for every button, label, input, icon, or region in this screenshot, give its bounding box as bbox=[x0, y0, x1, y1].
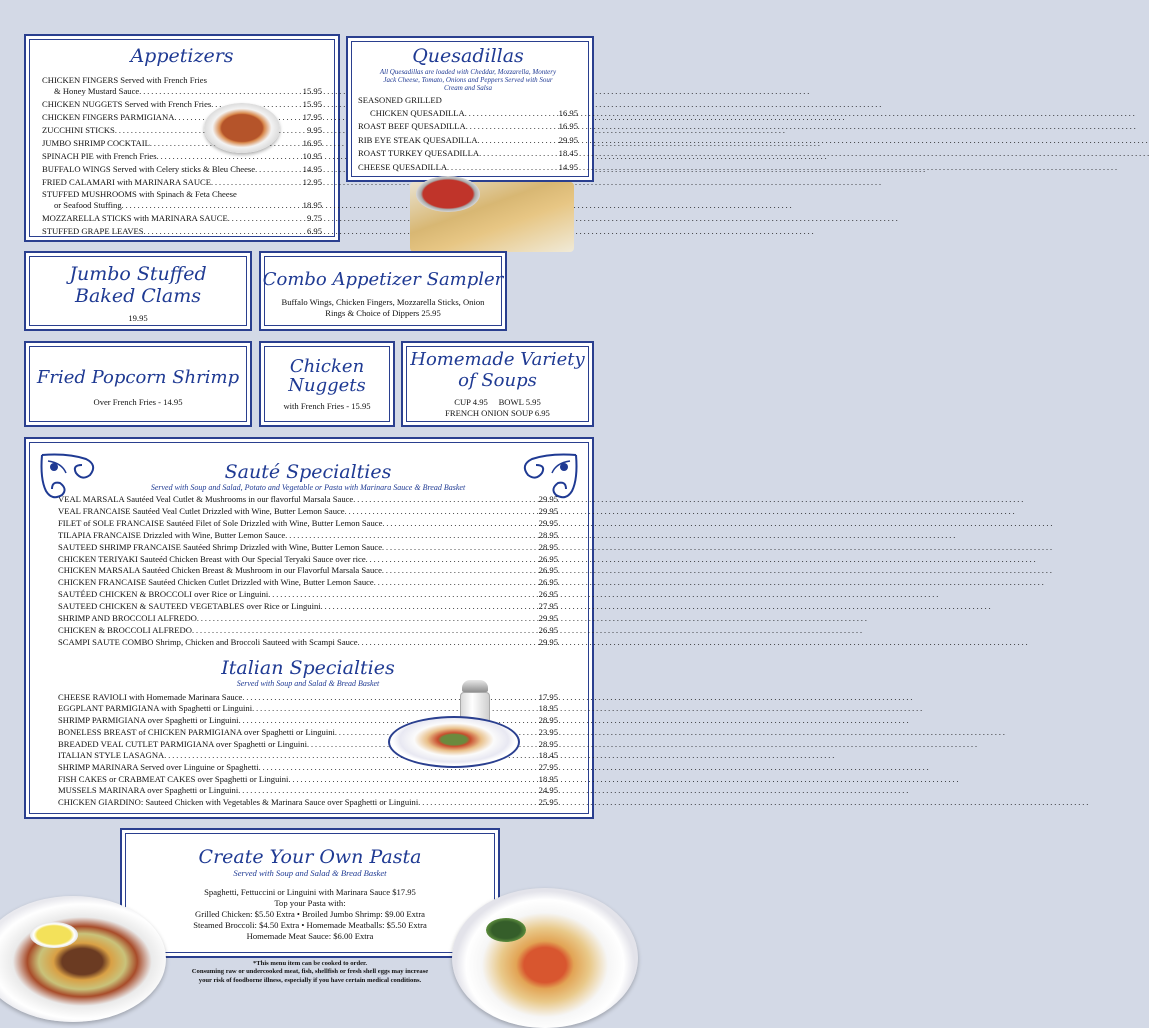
nuggets-desc: with French Fries - 15.95 bbox=[283, 401, 371, 411]
spaghetti-plate-photo bbox=[452, 888, 638, 1028]
pasta-subtitle: Served with Soup and Salad & Bread Basket bbox=[233, 868, 387, 878]
soups-cup-bowl bbox=[403, 397, 592, 408]
appetizers-title: Appetizers bbox=[130, 45, 234, 67]
appetizers-panel bbox=[24, 34, 340, 242]
soup-bowl: BOWL 5.95 bbox=[498, 397, 541, 407]
menu-item-name: TILAPIA FRANCAISE Drizzled with Wine, Butter Lemon Sauce bbox=[58, 529, 286, 540]
leader-dots bbox=[252, 703, 537, 715]
clams-panel bbox=[24, 251, 252, 331]
menu-item bbox=[58, 774, 558, 786]
italian-title: Italian Specialties bbox=[221, 656, 395, 679]
menu-item-price: 18.45 bbox=[538, 750, 558, 761]
menu-item bbox=[42, 189, 322, 212]
menu-item-name: SHRIMP PARMIGIANA over Spaghetti or Linguini bbox=[58, 715, 239, 726]
corner-scroll-right-icon bbox=[514, 451, 580, 505]
leader-dots bbox=[255, 164, 301, 176]
pasta-title: Create Your Own Pasta bbox=[198, 846, 422, 868]
leader-dots bbox=[197, 614, 537, 625]
menu-item bbox=[58, 565, 558, 577]
menu-item-price: 9.95 bbox=[306, 125, 322, 135]
menu-item bbox=[358, 147, 578, 161]
menu-item-name: SHRIMP AND BROCCOLI ALFREDO bbox=[58, 613, 197, 624]
menu-item bbox=[58, 637, 558, 649]
menu-item-name: ROAST TURKEY QUESADILLA bbox=[358, 148, 480, 158]
menu-item bbox=[58, 625, 558, 637]
menu-item bbox=[58, 542, 558, 554]
menu-item-name: CHICKEN GIARDINO: Sauteed Chicken with Vegetables & Marinara Sauce over Spaghetti or Linguini bbox=[58, 797, 419, 808]
pasta-line3: Grilled Chicken: $5.50 Extra • Broiled Jumbo Shrimp: $9.00 Extra bbox=[195, 909, 425, 919]
menu-item-name: ITALIAN STYLE LASAGNA bbox=[58, 750, 165, 761]
menu-item-name: BREADED VEAL CUTLET PARMIGIANA over Spaghetti or Linguini bbox=[58, 738, 307, 749]
menu-item-name: VEAL MARSALA Sautéed Veal Cutlet & Mushrooms in our flavorful Marsala Sauce bbox=[58, 494, 354, 504]
lasagna-photo bbox=[388, 716, 520, 768]
menu-item-price: 18.45 bbox=[558, 148, 578, 158]
menu-item bbox=[58, 506, 558, 518]
menu-item-price: 26.95 bbox=[538, 553, 558, 564]
menu-item bbox=[42, 111, 322, 124]
quesadillas-title: Quesadillas bbox=[412, 45, 524, 67]
leader-dots bbox=[321, 602, 537, 613]
menu-item bbox=[42, 176, 322, 189]
leader-dots bbox=[211, 177, 301, 189]
menu-item bbox=[58, 589, 558, 601]
quesadillas-panel bbox=[346, 36, 594, 182]
menu-item-name: CHICKEN FRANCAISE Sautéed Chicken Cutlet Drizzled with Wine, Butter Lemon Sauce bbox=[58, 577, 374, 588]
menu-item bbox=[58, 518, 558, 530]
menu-item-name: STUFFED MUSHROOMS with Spinach & Feta Cheese bbox=[42, 189, 237, 199]
leader-dots bbox=[268, 590, 536, 601]
menu-item bbox=[358, 120, 578, 134]
menu-item-price: 26.95 bbox=[538, 577, 558, 588]
menu-item-name: JUMBO SHRIMP COCKTAIL bbox=[42, 138, 150, 148]
menu-item bbox=[42, 137, 322, 150]
menu-item-name: CHEESE RAVIOLI with Homemade Marinara Sauce bbox=[58, 691, 243, 702]
menu-item-price: 27.95 bbox=[538, 601, 558, 612]
pasta-line5: Homemade Meat Sauce: $6.00 Extra bbox=[246, 931, 374, 941]
menu-item-price: 29.95 bbox=[538, 517, 558, 528]
leader-dots bbox=[238, 785, 536, 797]
leader-dots bbox=[144, 226, 305, 238]
combo-panel bbox=[259, 251, 507, 331]
menu-item-price: 25.95 bbox=[538, 797, 558, 808]
leader-dots bbox=[228, 213, 305, 225]
leader-dots bbox=[382, 543, 537, 554]
menu-item-price: 28.95 bbox=[538, 529, 558, 540]
leader-dots bbox=[382, 566, 537, 577]
menu-item-name: FISH CAKES or CRABMEAT CAKES over Spaghetti or Linguini bbox=[58, 773, 289, 784]
saute-subtitle: Served with Soup and Salad, Potato and Vegetable or Pasta with Marinara Sauce & Bread Basket bbox=[150, 483, 466, 492]
leader-dots bbox=[479, 147, 557, 161]
leader-dots bbox=[358, 638, 537, 649]
menu-item bbox=[42, 163, 322, 176]
menu-item-name: RIB EYE STEAK QUESADILLA bbox=[358, 134, 478, 145]
menu-item-name: CHICKEN MARSALA Sautéed Chicken Breast & Mushroom in our Flavorful Marsala Sauce bbox=[58, 565, 382, 576]
menu-item-name: CHEESE QUESADILLA bbox=[358, 161, 448, 172]
menu-item bbox=[58, 785, 558, 797]
menu-item-name: CHICKEN FINGERS PARMIGIANA bbox=[42, 112, 175, 122]
quesadillas-list bbox=[358, 95, 578, 174]
leader-dots bbox=[382, 519, 536, 530]
leader-dots bbox=[466, 120, 557, 134]
popcorn-panel bbox=[24, 341, 252, 427]
footer-notes bbox=[150, 960, 470, 985]
menu-item-price: 27.95 bbox=[538, 762, 558, 772]
leader-dots bbox=[192, 626, 537, 637]
nuggets-title: Chicken Nuggets bbox=[288, 356, 366, 396]
leader-dots bbox=[366, 555, 537, 566]
menu-item bbox=[358, 134, 578, 148]
menu-item-name: SAUTEED SHRIMP FRANCAISE Sautéed Shrimp Drizzled with Wine, Butter Lemon Sauce bbox=[58, 541, 383, 552]
specialties-panel bbox=[24, 437, 594, 819]
combo-title: Combo Appetizer Sampler bbox=[262, 269, 504, 290]
menu-item-name: BONELESS BREAST of CHICKEN PARMIGIANA over Spaghetti or Linguini bbox=[58, 726, 335, 737]
menu-item bbox=[42, 75, 322, 98]
leader-dots bbox=[122, 200, 301, 212]
footer-note1: *This menu item can be cooked to order. bbox=[252, 960, 368, 967]
menu-item bbox=[42, 124, 322, 137]
menu-item-price: 17.95 bbox=[538, 691, 558, 702]
menu-item-price: 17.95 bbox=[302, 112, 322, 122]
menu-item-name: SHRIMP MARINARA Served over Linguine or Spaghetti bbox=[58, 762, 259, 772]
soup-onion: FRENCH ONION SOUP 6.95 bbox=[445, 408, 550, 418]
menu-item-price: 26.95 bbox=[538, 589, 558, 600]
soup-cup: CUP 4.95 bbox=[454, 397, 488, 407]
footer-note2: Consuming raw or undercooked meat, fish, shellfish or fresh shell eggs may increase bbox=[191, 968, 429, 976]
menu-item bbox=[58, 613, 558, 625]
menu-item-price: 16.95 bbox=[558, 107, 578, 118]
menu-item-name: SAUTÉED CHICKEN & BROCCOLI over Rice or Linguini bbox=[58, 589, 269, 600]
menu-item-price: 15.95 bbox=[302, 86, 322, 96]
leader-dots bbox=[447, 161, 557, 175]
menu-item-price: 29.95 bbox=[538, 613, 558, 624]
menu-item-name: VEAL FRANCAISE Sautéed Veal Cutlet Drizzled with Wine, Butter Lemon Sauce bbox=[58, 505, 345, 516]
menu-item-price: 12.95 bbox=[302, 177, 322, 187]
menu-item-name-continued: & Honey Mustard Sauce bbox=[54, 86, 140, 96]
menu-item-price: 29.95 bbox=[538, 494, 558, 504]
mozzarella-photo bbox=[410, 182, 574, 252]
menu-item-name: FILET of SOLE FRANCAISE Sautéed Filet of Sole Drizzled with Wine, Butter Lemon Sauce bbox=[58, 517, 383, 528]
menu-item-price: 26.95 bbox=[538, 624, 558, 635]
pasta-line4: Steamed Broccoli: $4.50 Extra • Homemade Meatballs: $5.50 Extra bbox=[193, 920, 427, 930]
menu-item-price: 29.95 bbox=[538, 636, 558, 647]
menu-item-price: 28.95 bbox=[538, 715, 558, 726]
menu-item-name-continued: CHICKEN QUESADILLA bbox=[370, 107, 465, 118]
menu-item-name: ZUCCHINI STICKS bbox=[42, 125, 115, 135]
menu-item-price: 14.95 bbox=[302, 164, 322, 174]
leader-dots bbox=[242, 692, 536, 704]
menu-item-price: 18.95 bbox=[538, 703, 558, 714]
pasta-line2: Top your Pasta with: bbox=[274, 898, 346, 908]
menu-item-price: 14.95 bbox=[558, 161, 578, 172]
pasta-panel bbox=[120, 828, 500, 958]
menu-item bbox=[358, 95, 578, 120]
combo-desc: Buffalo Wings, Chicken Fingers, Mozzarella Sticks, Onion Rings & Choice of Dippers 25.95 bbox=[281, 297, 485, 318]
leader-dots bbox=[259, 762, 537, 774]
menu-item-name: SCAMPI SAUTE COMBO Shrimp, Chicken and Broccoli Sauteed with Scampi Sauce bbox=[58, 636, 358, 647]
saute-title: Sauté Specialties bbox=[224, 461, 392, 483]
leader-dots bbox=[465, 107, 557, 121]
menu-item-name: MUSSELS MARINARA over Spaghetti or Linguini bbox=[58, 785, 239, 796]
menu-item-price: 28.95 bbox=[538, 541, 558, 552]
menu-item bbox=[42, 225, 322, 238]
menu-item-name: SPINACH PIE with French Fries bbox=[42, 151, 157, 161]
menu-item bbox=[42, 212, 322, 225]
menu-item bbox=[358, 161, 578, 175]
menu-item bbox=[58, 554, 558, 566]
quesadillas-subtitle: All Quesadillas are loaded with Cheddar, Mozzarella, Montery Jack Cheese, Tomato, Onions and Peppers Served with Sour Cream and Salsa bbox=[379, 68, 557, 92]
popcorn-title: Fried Popcorn Shrimp bbox=[36, 367, 240, 388]
menu-item-name: BUFFALO WINGS Served with Celery sticks & Bleu Cheese bbox=[42, 164, 256, 174]
menu-item-price: 15.95 bbox=[302, 99, 322, 109]
menu-item-price: 18.95 bbox=[538, 773, 558, 784]
menu-item-name: MOZZARELLA STICKS with MARINARA SAUCE bbox=[42, 213, 228, 223]
menu-item-price: 16.95 bbox=[302, 138, 322, 148]
corner-scroll-left-icon bbox=[38, 451, 104, 505]
menu-item-name-continued: or Seafood Stuffing bbox=[54, 200, 122, 210]
menu-item-price: 26.95 bbox=[538, 565, 558, 576]
menu-item-name: EGGPLANT PARMIGIANA with Spaghetti or Linguini bbox=[58, 703, 253, 714]
menu-item bbox=[58, 494, 558, 506]
menu-item-price: 29.95 bbox=[558, 134, 578, 145]
menu-item-price: 28.95 bbox=[538, 738, 558, 749]
menu-item bbox=[42, 98, 322, 111]
soups-panel bbox=[401, 341, 594, 427]
pasta-line1: Spaghetti, Fettuccini or Linguini with Marinara Sauce $17.95 bbox=[204, 887, 416, 897]
menu-item bbox=[58, 530, 558, 542]
appetizers-list bbox=[42, 75, 322, 238]
menu-item-price: 29.95 bbox=[538, 505, 558, 516]
leader-dots bbox=[157, 151, 301, 163]
menu-item-price: 23.95 bbox=[538, 726, 558, 737]
menu-item bbox=[58, 797, 558, 809]
menu-item bbox=[58, 577, 558, 589]
leader-dots bbox=[139, 86, 300, 98]
footer-note3: your risk of foodborne illness, especially if you have certain medical conditions. bbox=[198, 976, 422, 984]
clams-price: 19.95 bbox=[128, 313, 148, 323]
menu-item-price: 24.95 bbox=[538, 785, 558, 796]
menu-item-name: CHICKEN TERIYAKI Sauteéd Chicken Breast with Our Special Teryaki Sauce over rice bbox=[58, 553, 366, 564]
menu-item-name: SAUTEED CHICKEN & SAUTEED VEGETABLES over Rice or Linguini bbox=[58, 601, 321, 612]
popcorn-desc: Over French Fries - 14.95 bbox=[93, 397, 183, 407]
italian-subtitle: Served with Soup and Salad & Bread Basket bbox=[236, 678, 380, 688]
soups-title: Homemade Variety of Soups bbox=[410, 349, 585, 391]
leader-dots bbox=[285, 531, 536, 542]
menu-item-price: 16.95 bbox=[558, 121, 578, 131]
menu-item bbox=[42, 150, 322, 163]
menu-item-price: 10.95 bbox=[302, 151, 322, 161]
menu-item-name: CHICKEN FINGERS Served with French Fries bbox=[42, 75, 207, 85]
leader-dots bbox=[478, 134, 557, 148]
menu-item-price: 6.95 bbox=[306, 226, 322, 236]
menu-item-price: 18.95 bbox=[302, 200, 322, 210]
menu-item-name: ROAST BEEF QUESADILLA bbox=[358, 121, 466, 131]
leader-dots bbox=[288, 774, 536, 786]
wings-photo bbox=[204, 103, 280, 153]
menu-item-name: STUFFED GRAPE LEAVES bbox=[42, 226, 144, 236]
menu-item bbox=[58, 601, 558, 613]
menu-item-price: 9.75 bbox=[306, 213, 322, 223]
leader-dots bbox=[353, 495, 536, 506]
menu-item-name: SEASONED GRILLED bbox=[358, 95, 442, 105]
leader-dots bbox=[374, 578, 537, 589]
saute-list bbox=[58, 494, 558, 649]
menu-item-name: CHICKEN NUGGETS Served with French Fries bbox=[42, 99, 212, 109]
nuggets-panel bbox=[259, 341, 395, 427]
leader-dots bbox=[418, 797, 536, 809]
clams-title: Jumbo Stuffed Baked Clams bbox=[69, 263, 207, 307]
menu-item-name: CHICKEN & BROCCOLI ALFREDO bbox=[58, 624, 192, 635]
menu-item-name: FRIED CALAMARI with MARINARA SAUCE bbox=[42, 177, 212, 187]
leader-dots bbox=[345, 507, 537, 518]
